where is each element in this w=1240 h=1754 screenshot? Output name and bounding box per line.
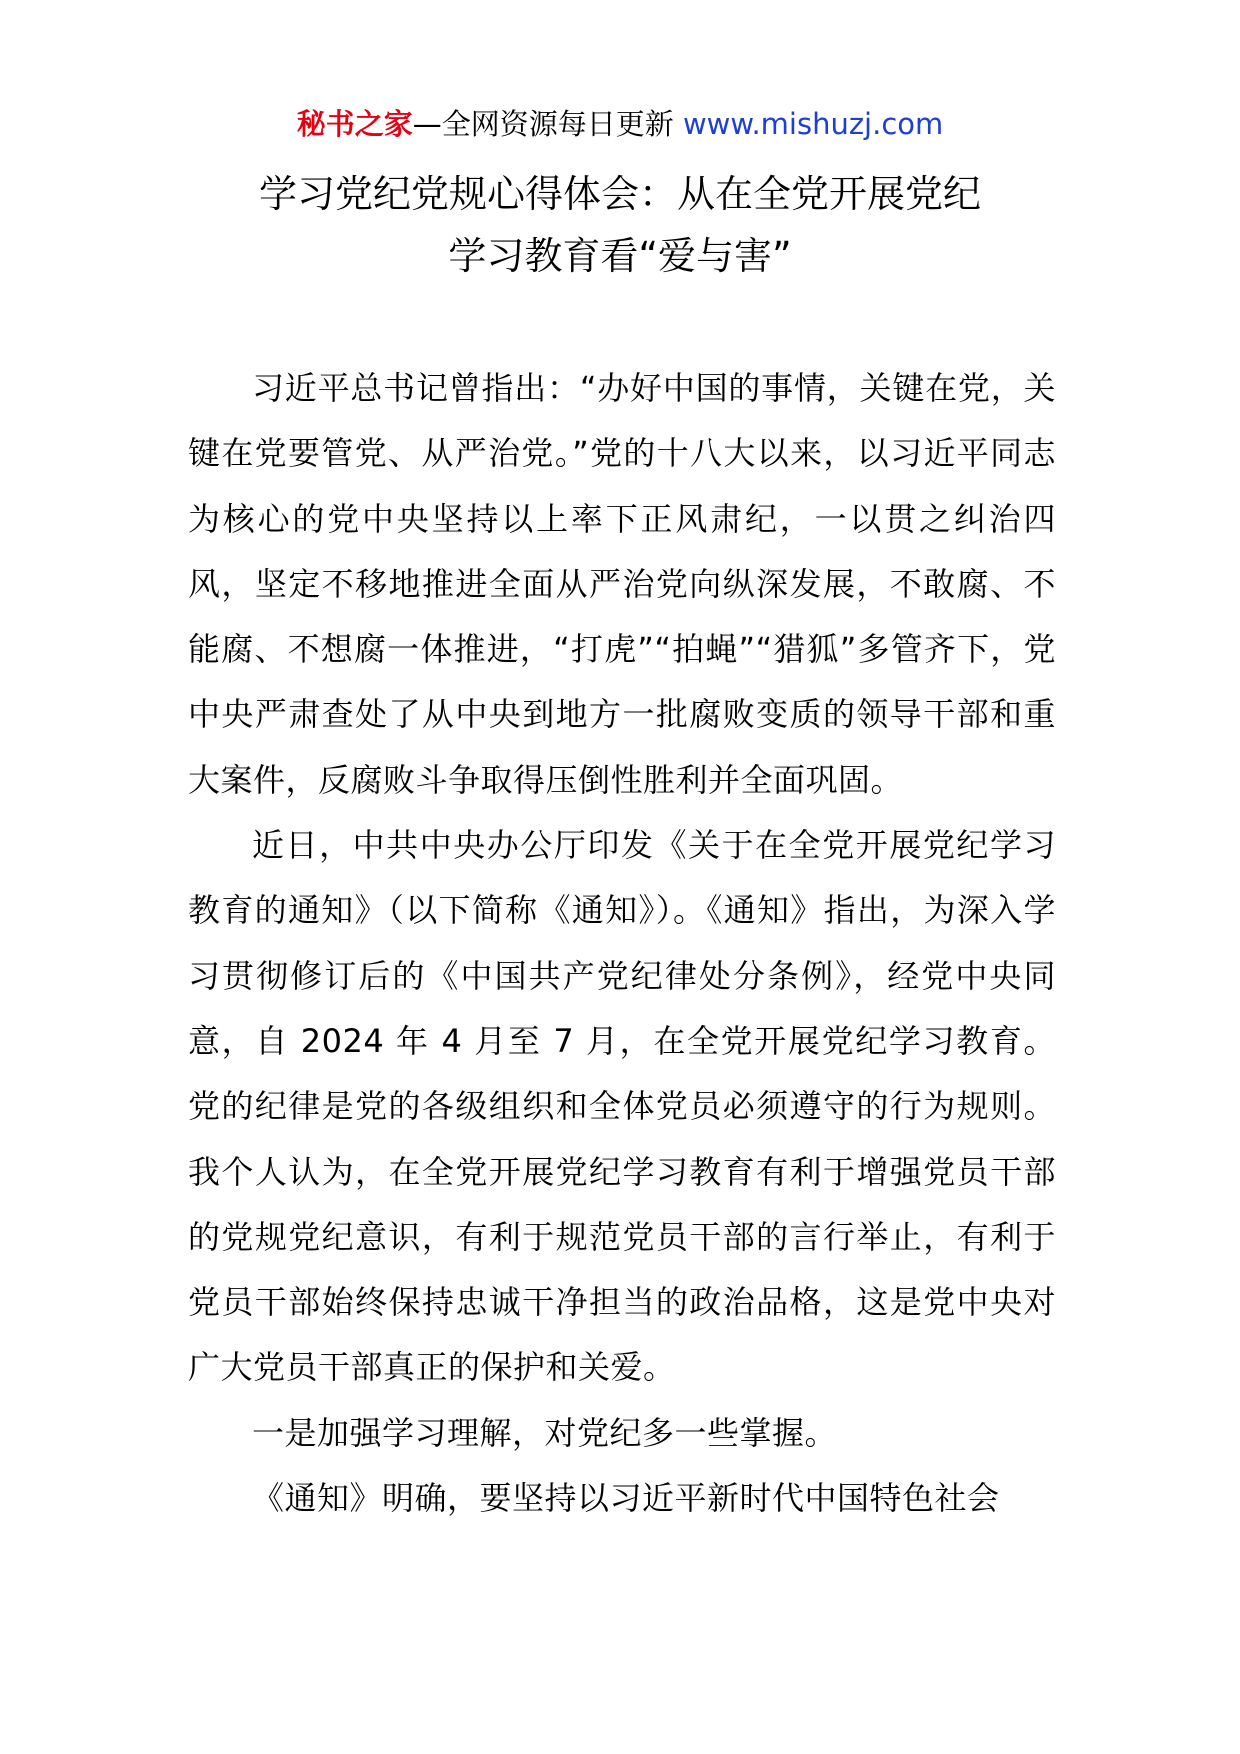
title-line-1: 学习党纪党规心得体会：从在全党开展党纪 — [258, 172, 981, 216]
paragraph-3: 一是加强学习理解，对党纪多一些掌握。 — [252, 1413, 838, 1452]
site-url[interactable]: www.mishuzj.com — [682, 107, 944, 141]
paragraph-2: 近日，中共中央办公厅印发《关于在全党开展党纪学习教育的通知》（以下简称《通知》）。《通知》指出，为深入学习贯彻修订后的《中国共产党纪律处分条例》，经党中央同意，自 2024 年 4 月至 7 月，在全党开展党纪学习教育。党的纪律是党的各级组织和全体党员必须遵守的行为规则。我个人认为，在全党开展党纪学习教育有利于增强党员干部的党规党纪意识，有利于规范党员干部的言行举止，有利于党员干部始终保持忠诚干净担当的政治品格，这是党中央对广大党员干部真正的保护和关爱。 — [188, 826, 1056, 1387]
paragraph-1: 习近平总书记曾指出：“办好中国的事情，关键在党，关键在党要管党、从严治党。”党的十八大以来，以习近平同志为核心的党中央坚持以上率下正风肃纪，一以贯之纠治四风，坚定不移地推进全面从严治党向纵深发展，不敢腐、不能腐、不想腐一体推进，“打虎”“拍蝇”“猎狐”多管齐下，党中央严肃查处了从中央到地方一批腐败变质的领导干部和重大案件，反腐败斗争取得压倒性胜利并全面巩固。 — [188, 369, 1056, 799]
site-header — [0, 104, 1240, 144]
document-body — [188, 356, 1056, 1531]
site-brand: 秘书之家 — [296, 107, 413, 141]
title-line-2: 学习教育看“爱与害” — [448, 234, 792, 278]
site-slogan: —全网资源每日更新 — [412, 107, 683, 141]
paragraph-4: 《通知》明确，要坚持以习近平新时代中国特色社会 — [252, 1479, 1000, 1518]
document-title — [0, 163, 1240, 287]
